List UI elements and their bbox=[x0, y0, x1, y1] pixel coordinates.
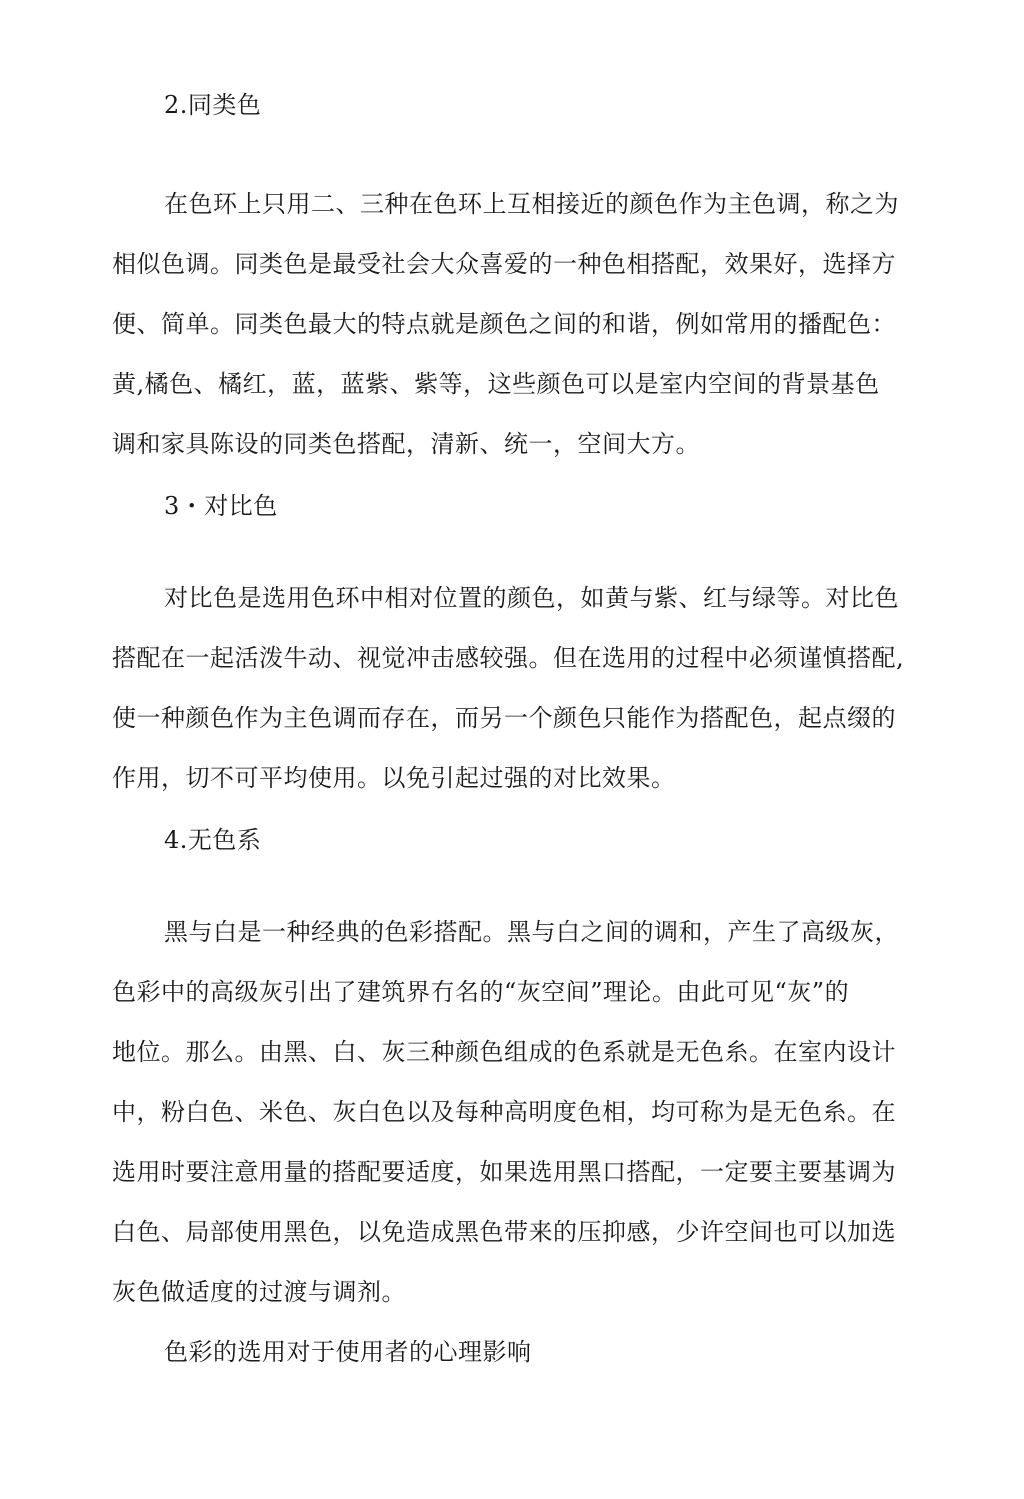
paragraph-line: 黑与白是一种经典的色彩搭配。黑与白之间的调和，产生了高级灰， bbox=[164, 918, 899, 946]
paragraph-line: 色彩中的高级灰引出了建筑界冇名的“灰空间”理论。由此可见“灰”的 bbox=[112, 978, 850, 1006]
section-heading-similar-colors: 2.同类色 bbox=[164, 91, 262, 119]
paragraph-line: 使一种颜色作为主色调而存在，而另一个颜色只能作为搭配色，起点缀的 bbox=[112, 704, 896, 732]
paragraph-line: 地位。那么。由黑、白、灰三种颜色组成的色系就是无色糸。在室内设计 bbox=[112, 1038, 896, 1066]
paragraph-line: 作用，切不可平均使用。以免引起过强的对比效果。 bbox=[112, 764, 676, 792]
paragraph-line: 搭配在一起活泼牛动、视觉冲击感较强。但在选用的过程中必须谨慎搭配, bbox=[112, 644, 905, 672]
paragraph-line: 选用时要注意用量的搭配要适度，如果选用黑口搭配，一定要主要基调为 bbox=[112, 1158, 896, 1186]
paragraph-line: 便、简单。同类色最大的特点就是颜色之间的和谐，例如常用的播配色： bbox=[112, 310, 896, 338]
section-heading-contrast-colors: 3・对比色 bbox=[164, 492, 278, 520]
paragraph-line: 白色、局部使用黑色，以免造成黑色带来的压抑感，少许空间也可以加选 bbox=[112, 1218, 896, 1246]
paragraph-line: 相似色调。同类色是最受社会大众喜爱的一种色相搭配，效果好，选择方 bbox=[112, 250, 896, 278]
paragraph-line: 中，粉白色、米色、灰白色以及每种高明度色相，均可称为是无色糸。在 bbox=[112, 1098, 896, 1126]
paragraph-line: 灰色做适度的过渡与调剂。 bbox=[112, 1278, 406, 1306]
closing-heading: 色彩的选用对于使用者的心理影响 bbox=[164, 1338, 532, 1366]
paragraph-line: 对比色是选用色环中相对位置的颜色，如黄与紫、红与绿等。对比色 bbox=[164, 584, 899, 612]
section-heading-achromatic: 4.无色系 bbox=[164, 826, 262, 854]
paragraph-line: 调和家具陈设的同类色搭配，清新、统一，空间大方。 bbox=[112, 430, 700, 458]
paragraph-line: 在色环上只用二、三种在色环上互相接近的颜色作为主色调，称之为 bbox=[164, 190, 899, 218]
paragraph-line: 黄,橘色、橘红，蓝，蓝紫、紫等，这些颜色可以是室内空间的背景基色 bbox=[112, 370, 880, 398]
